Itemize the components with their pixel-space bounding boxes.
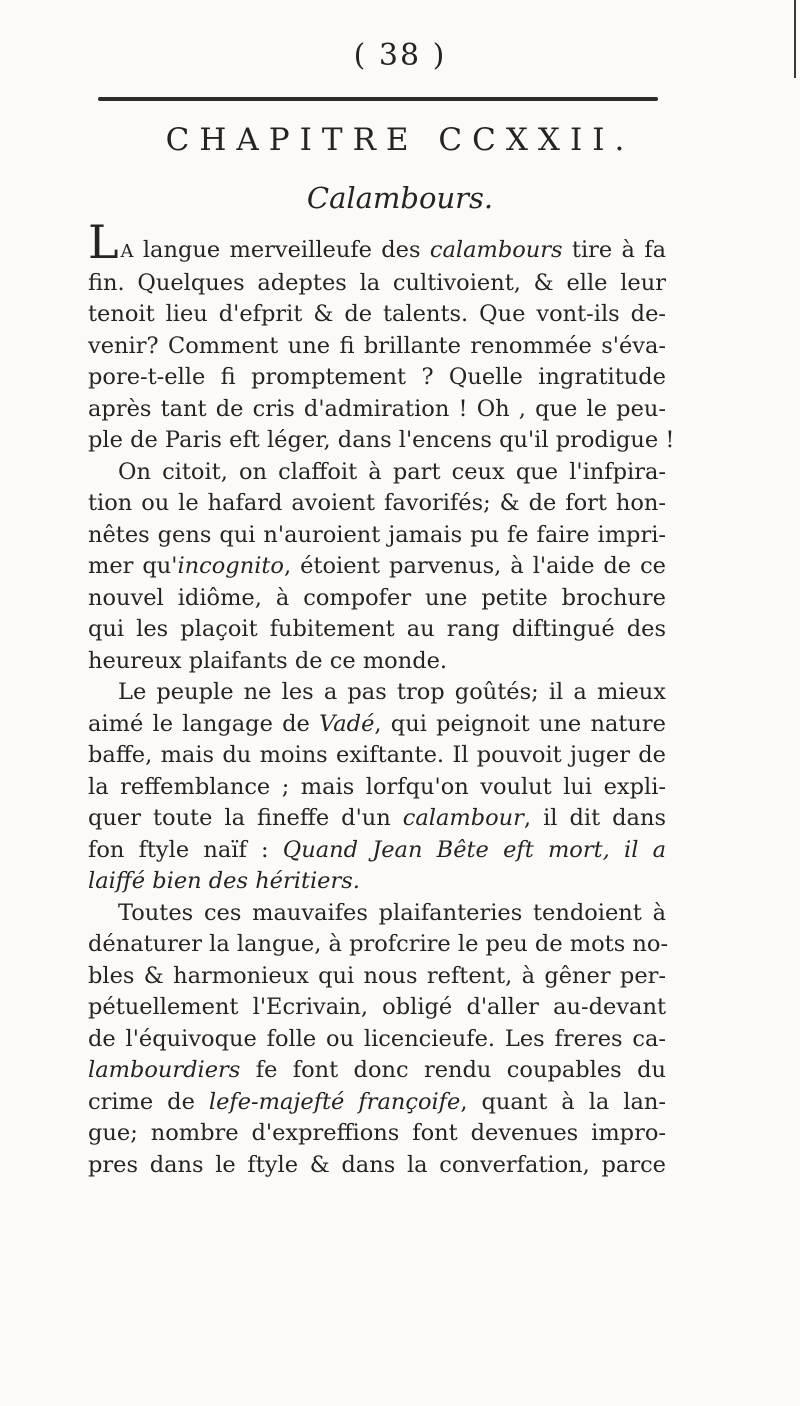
text-line: aimé le langage de Vadé, qui peignoit une nature [88,710,666,737]
drop-cap: L [88,215,119,269]
text-line: laiffé bien des héritiers. [88,868,360,894]
text-line: tenoit lieu d'efprit & de talents. Que vont-ils de- [88,301,666,327]
text-line: fon ftyle naïf : Quand Jean Bête eft mort, il a [88,836,666,863]
text-line: heureux plaifants de ce monde. [88,647,448,674]
text-line: tion ou le hafard avoient favorifés; & de fort hon- [88,490,666,516]
text-line: nouvel idiôme, à compofer une petite brochure [88,584,666,611]
text-line: L A langue merveilleufe des calambours tire à fa [88,215,667,269]
text-line: pres dans le ftyle & dans la converfation, parce [88,1151,666,1178]
text-line: venir? Comment une fi brillante renommée s'éva- [88,332,666,359]
text-line: crime de lefe-majefté françoife, quant à la lan- [88,1088,666,1115]
text-line: bles & harmonieux qui nous reftent, à gêner per- [88,962,666,989]
text-line: Le peuple ne les a pas trop goûtés; il a mieux [118,679,666,705]
text-line: mer qu'incognito, étoient parvenus, à l'aide de ce [88,553,666,579]
body-text [88,215,675,1181]
chapter-subtitle: Calambours. [306,181,494,215]
text-line: Toutes ces mauvaifes plaifanteries tendoient à [118,899,666,926]
text-line: fin. Quelques adeptes la cultivoient, & elle leur [88,269,666,296]
text-line: lambourdiers fe font donc rendu coupables du [88,1057,666,1083]
page-number: ( 38 ) [353,38,447,73]
text-line: ple de Paris eft léger, dans l'encens qu'il prodigue ! [88,427,675,453]
text-line: pore-t-elle fi promptement ? Quelle ingratitude [88,364,666,390]
text-line: On citoit, on claffoit à part ceux que l'infpira- [118,458,666,485]
header-rule [98,97,658,101]
text-line: la reffemblance ; mais lorfqu'on voulut lui expli- [88,773,666,800]
text-line: nêtes gens qui n'auroient jamais pu fe faire impri- [88,521,666,548]
text-line: pétuellement l'Ecrivain, obligé d'aller au-devant [88,994,666,1020]
text-line: gue; nombre d'expreffions font devenues impro- [88,1120,666,1146]
text-line: après tant de cris d'admiration ! Oh , que le peu- [88,395,666,422]
text-line: qui les plaçoit fubitement au rang diftingué des [88,616,666,642]
text-line: dénaturer la langue, à profcrire le peu de mots no- [88,931,669,957]
text-line: quer toute la fineffe d'un calambour, il dit dans [88,805,666,831]
chapter-heading: CHAPITRE CCXXII. [165,122,635,158]
text-line: de l'équivoque folle ou licencieufe. Les freres ca- [88,1025,666,1052]
text-line: baffe, mais du moins exiftante. Il pouvoit juger de [88,742,666,768]
